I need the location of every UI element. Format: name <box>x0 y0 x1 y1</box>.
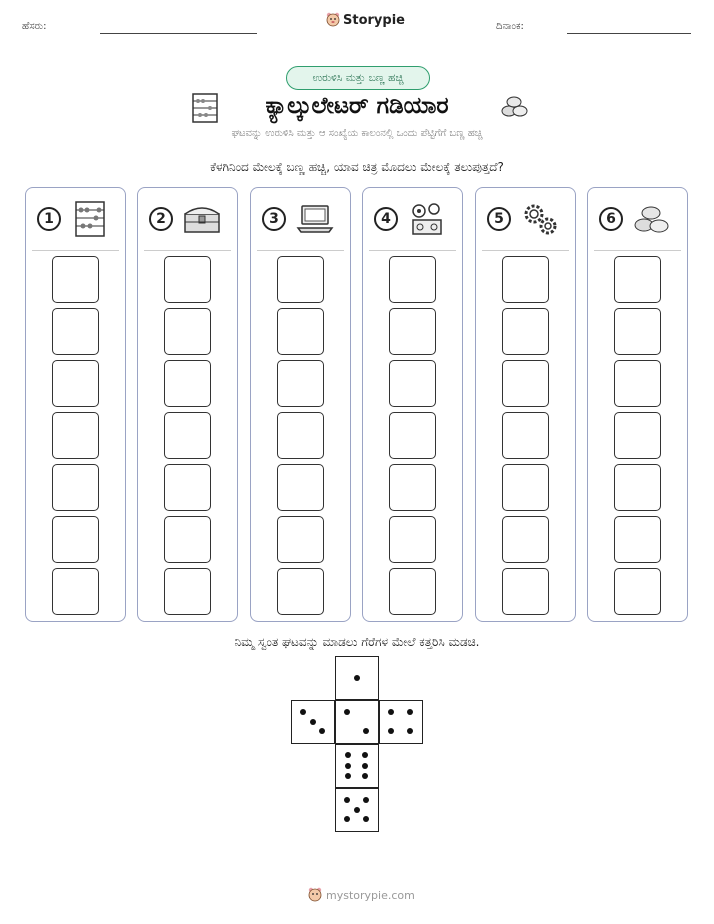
color-box[interactable] <box>52 516 99 563</box>
die-pip <box>345 773 351 779</box>
die-pip <box>363 728 369 734</box>
color-box[interactable] <box>614 516 661 563</box>
die-pip <box>407 728 413 734</box>
color-box[interactable] <box>52 256 99 303</box>
column-5 <box>475 187 576 622</box>
brand-name: Storypie <box>343 12 405 28</box>
storypie-mascot-icon <box>308 887 322 903</box>
die-pip <box>344 709 350 715</box>
die-face-4 <box>379 700 423 744</box>
die-pip <box>354 807 360 813</box>
name-line[interactable] <box>100 33 257 34</box>
color-box[interactable] <box>389 568 436 615</box>
color-box[interactable] <box>52 308 99 355</box>
color-box[interactable] <box>389 256 436 303</box>
color-box[interactable] <box>502 568 549 615</box>
column-number: 6 <box>599 207 623 231</box>
color-box[interactable] <box>502 308 549 355</box>
laptop-icon <box>295 200 335 238</box>
color-box[interactable] <box>389 516 436 563</box>
column-number: 5 <box>487 207 511 231</box>
color-box[interactable] <box>502 256 549 303</box>
column-divider <box>369 250 456 251</box>
color-box[interactable] <box>277 308 324 355</box>
die-pip <box>344 816 350 822</box>
column-3 <box>250 187 351 622</box>
column-6 <box>587 187 688 622</box>
column-number: 3 <box>262 207 286 231</box>
color-box[interactable] <box>52 412 99 459</box>
color-box[interactable] <box>389 464 436 511</box>
date-label: ದಿನಾಂಕ: <box>496 21 524 32</box>
footer <box>308 887 415 903</box>
color-box[interactable] <box>52 360 99 407</box>
die-pip <box>319 728 325 734</box>
storypie-mascot-icon <box>326 12 340 28</box>
brand-logo <box>326 12 405 28</box>
footer-url[interactable]: mystorypie.com <box>326 888 415 902</box>
column-4 <box>362 187 463 622</box>
color-box[interactable] <box>614 464 661 511</box>
column-divider <box>594 250 681 251</box>
die-pip <box>300 709 306 715</box>
color-box[interactable] <box>389 308 436 355</box>
color-box[interactable] <box>277 256 324 303</box>
die-pip <box>388 728 394 734</box>
color-box[interactable] <box>389 360 436 407</box>
treasure-chest-icon <box>182 200 222 238</box>
color-box[interactable] <box>164 516 211 563</box>
die-face-1 <box>335 656 379 700</box>
die-pip <box>362 763 368 769</box>
column-divider <box>144 250 231 251</box>
color-box[interactable] <box>614 256 661 303</box>
die-face-5 <box>335 788 379 832</box>
column-divider <box>482 250 569 251</box>
die-pip <box>345 752 351 758</box>
column-divider <box>257 250 344 251</box>
die-pip <box>362 773 368 779</box>
column-divider <box>32 250 119 251</box>
abacus-icon <box>70 200 110 238</box>
activity-pill: ಉರುಳಿಸಿ ಮತ್ತು ಬಣ್ಣ ಹಚ್ಚಿ <box>286 66 430 90</box>
color-box[interactable] <box>164 464 211 511</box>
machine-gears-icon <box>407 200 447 238</box>
color-box[interactable] <box>389 412 436 459</box>
die-pip <box>344 797 350 803</box>
cut-instruction: ನಿಮ್ಮ ಸ್ವಂತ ಘಟವನ್ನು ಮಾಡಲು ಗೆರೆಗಳ ಮೇಲೆ ಕತ್ತರಿಸಿ ಮಡಚಿ. <box>234 635 480 649</box>
color-box[interactable] <box>502 412 549 459</box>
die-pip <box>345 763 351 769</box>
instructions-subtitle: ಘಟವನ್ನು ಉರುಳಿಸಿ ಮತ್ತು ಆ ಸಂಖ್ಯೆಯ ಕಾಲಂನಲ್ಲಿ ಒಂದು ಪೆಟ್ಟಿಗೆಗೆ ಬಣ್ಣ ಹಚ್ಚಿ <box>231 128 483 139</box>
die-pip <box>363 797 369 803</box>
color-box[interactable] <box>52 568 99 615</box>
color-box[interactable] <box>277 516 324 563</box>
die-face-2 <box>335 700 379 744</box>
color-box[interactable] <box>502 464 549 511</box>
color-box[interactable] <box>614 360 661 407</box>
column-1 <box>25 187 126 622</box>
name-label: ಹೆಸರು: <box>22 21 47 32</box>
die-pip <box>354 675 360 681</box>
color-box[interactable] <box>164 308 211 355</box>
stones-icon <box>632 200 672 238</box>
color-box[interactable] <box>502 516 549 563</box>
die-pip <box>407 709 413 715</box>
die-pip <box>310 719 316 725</box>
color-box[interactable] <box>277 464 324 511</box>
color-box[interactable] <box>277 568 324 615</box>
die-pip <box>363 816 369 822</box>
die-face-3 <box>291 700 335 744</box>
column-number: 2 <box>149 207 173 231</box>
column-number: 4 <box>374 207 398 231</box>
question-text: ಕೆಳಗಿನಿಂದ ಮೇಲಕ್ಕೆ ಬಣ್ಣ ಹಚ್ಚಿ, ಯಾವ ಚಿತ್ರ ಮೊದಲು ಮೇಲಕ್ಕೆ ತಲುಪುತ್ತದೆ? <box>210 160 504 174</box>
die-face-6 <box>335 744 379 788</box>
date-line[interactable] <box>567 33 691 34</box>
color-box[interactable] <box>164 412 211 459</box>
die-pip <box>362 752 368 758</box>
color-box[interactable] <box>277 360 324 407</box>
page-title: ಕ್ಯಾಲ್ಕುಲೇಟರ್ ಗಡಿಯಾರ <box>265 93 449 119</box>
color-box[interactable] <box>502 360 549 407</box>
color-box[interactable] <box>52 464 99 511</box>
column-2 <box>137 187 238 622</box>
color-box[interactable] <box>164 568 211 615</box>
color-box[interactable] <box>164 360 211 407</box>
gears-icon <box>520 200 560 238</box>
color-box[interactable] <box>614 568 661 615</box>
color-box[interactable] <box>277 412 324 459</box>
stones-icon <box>500 93 528 119</box>
die-pip <box>388 709 394 715</box>
color-box[interactable] <box>614 412 661 459</box>
color-box[interactable] <box>614 308 661 355</box>
column-number: 1 <box>37 207 61 231</box>
color-box[interactable] <box>164 256 211 303</box>
